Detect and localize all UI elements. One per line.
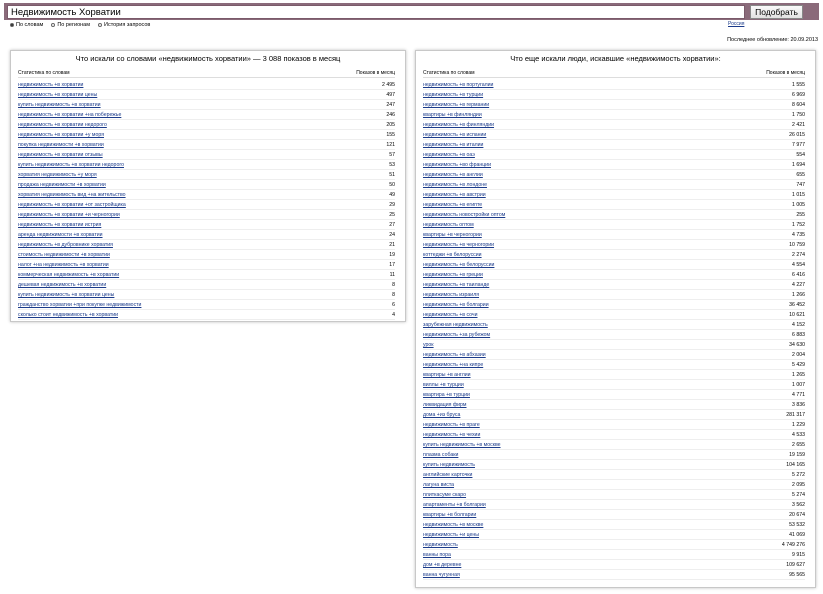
table-row [423,560,805,570]
impressions-count: 10 759 [789,242,805,248]
table-row [18,210,395,220]
column-header-count: Показов в месяц [766,70,805,76]
query-link[interactable]: лагуна виста [423,482,455,488]
query-link[interactable]: недвижимость +в турции [423,92,484,98]
query-link[interactable]: ванна чугунная [423,572,460,578]
impressions-count: 205 [386,122,395,128]
mode-label: По регионам [57,22,91,28]
impressions-count: 19 [389,252,395,258]
impressions-count: 21 [389,242,395,248]
query-link[interactable]: недвижимость новостройки оптом [423,212,506,218]
impressions-count: 51 [389,172,395,178]
mode-regions[interactable] [51,21,90,29]
query-link[interactable]: недвижимость +в испании [423,132,487,138]
query-link[interactable]: недвижимость +в германии [423,102,490,108]
table-row [423,440,805,450]
impressions-count: 2 095 [792,482,805,488]
impressions-count: 4 771 [792,392,805,398]
impressions-count: 3 562 [792,502,805,508]
table-row [18,300,395,310]
query-link[interactable]: недвижимость +в таиланде [423,282,490,288]
table-row [423,230,805,240]
query-link[interactable]: недвижимость +во франции [423,162,491,168]
impressions-count: 6 [392,302,395,308]
table-row [423,150,805,160]
table-row [18,220,395,230]
search-button[interactable]: Подобрать [750,5,803,19]
impressions-count: 554 [796,152,805,158]
query-link[interactable]: недвижимость +в хорватии +у моря [18,132,105,138]
query-link[interactable]: коммерческая недвижимость +в хорватии [18,272,120,278]
query-link[interactable]: налог +на недвижимость +в хорватии [18,262,109,268]
column-header-query: Статистика по словам [18,70,70,76]
query-link[interactable]: недвижимость +в египте [423,202,483,208]
query-link[interactable]: квартира +в турции [423,392,470,398]
impressions-count: 26 015 [789,132,805,138]
impressions-count: 121 [386,142,395,148]
impressions-count: 1 265 [792,372,805,378]
table-row [423,100,805,110]
impressions-count: 4 533 [792,432,805,438]
radio-icon[interactable] [98,23,102,27]
impressions-count: 17 [389,262,395,268]
impressions-count: 5 429 [792,362,805,368]
table-row [423,390,805,400]
table-row [423,250,805,260]
impressions-count: 20 674 [789,512,805,518]
impressions-count: 25 [389,212,395,218]
table-row [423,280,805,290]
impressions-count: 50 [389,182,395,188]
table-row [423,490,805,500]
query-link[interactable]: недвижимость израиля [423,292,480,298]
query-link[interactable]: недвижимость +в англии [423,172,483,178]
impressions-count: 8 [392,292,395,298]
table-row [423,330,805,340]
panel-title: Что еще искали люди, искавшие «недвижимость хорватии»: [510,54,721,63]
query-link[interactable]: квартиры +в болгарии [423,512,477,518]
query-link[interactable]: недвижимость +в хорватии [18,82,84,88]
query-link[interactable]: урок [423,342,434,348]
impressions-count: 36 452 [789,302,805,308]
query-link[interactable]: недвижимость +в чехии [423,432,481,438]
mode-words[interactable] [10,21,43,29]
table-row [423,550,805,560]
table-row [423,310,805,320]
table-row [423,140,805,150]
query-link[interactable]: дома +из брусa [423,412,461,418]
table-row [423,220,805,230]
table-row [18,280,395,290]
table-row [18,260,395,270]
table-row [423,480,805,490]
column-header-query: Статистика по словам [423,70,475,76]
table-header [423,70,805,78]
table-row [423,410,805,420]
impressions-count: 10 621 [789,312,805,318]
impressions-count: 1 694 [792,162,805,168]
impressions-count: 104 165 [786,462,805,468]
table-row [423,120,805,130]
query-link[interactable]: виллы +в турции [423,382,464,388]
query-link[interactable]: купить недвижимость [423,462,475,468]
impressions-count: 19 159 [789,452,805,458]
impressions-count: 255 [796,212,805,218]
impressions-count: 246 [386,112,395,118]
query-link[interactable]: квартиры +в финляндии [423,112,482,118]
search-input[interactable] [7,5,745,19]
table-row [423,190,805,200]
query-link[interactable]: недвижимость +в италии [423,142,484,148]
impressions-count: 2 421 [792,122,805,128]
impressions-count: 49 [389,192,395,198]
table-header [18,70,395,78]
impressions-count: 11 [389,272,395,278]
table-row [423,270,805,280]
query-link[interactable]: покупка недвижимости +в хорватии [18,142,104,148]
query-link[interactable]: недвижимость [423,542,458,548]
mode-label: История запросов [104,22,151,28]
table-row [423,90,805,100]
impressions-count: 4 749 276 [781,542,805,548]
impressions-count: 4 554 [792,262,805,268]
query-link[interactable]: недвижимость +в хорватии +и черногории [18,212,120,218]
impressions-count: 53 [389,162,395,168]
query-link[interactable]: недвижимость оптом [423,222,474,228]
table-row [423,450,805,460]
query-link[interactable]: недвижимость +в абхазии [423,352,486,358]
query-link[interactable]: плазма собаки [423,452,459,458]
query-link[interactable]: недвижимость +в хорватии истрия [18,222,102,228]
impressions-count: 6 969 [792,92,805,98]
mode-history[interactable] [98,21,150,29]
table-row [18,250,395,260]
query-link[interactable]: недвижимость +в оаэ [423,152,475,158]
table-row [18,120,395,130]
search-mode-options [10,21,150,29]
table-row [423,240,805,250]
mode-label: По словам [16,22,44,28]
impressions-count: 2 495 [382,82,395,88]
query-link[interactable]: купить недвижимость +в москве [423,442,501,448]
table-row [18,180,395,190]
query-link[interactable]: квартиры +в черногории [423,232,482,238]
table-row [423,360,805,370]
impressions-count: 1 750 [792,112,805,118]
table-row [18,240,395,250]
table-row [423,290,805,300]
table-row [423,110,805,120]
table-row [18,170,395,180]
impressions-count: 109 627 [786,562,805,568]
table-row [18,150,395,160]
impressions-count: 8 604 [792,102,805,108]
impressions-count: 24 [389,232,395,238]
impressions-count: 9 915 [792,552,805,558]
query-link[interactable]: стоимость недвижимости +в хорватии [18,252,110,258]
table-row [423,180,805,190]
words-table [18,80,395,320]
impressions-count: 1 229 [792,422,805,428]
table-row [423,380,805,390]
impressions-count: 1 752 [792,222,805,228]
query-link[interactable]: недвижимость +в лондоне [423,182,487,188]
panel-title: Что искали со словами «недвижимость хорватии» — 3 088 показов в месяц [75,54,341,63]
impressions-count: 53 532 [789,522,805,528]
related-table [423,80,805,580]
impressions-count: 1 007 [792,382,805,388]
table-row [18,200,395,210]
impressions-count: 1 266 [792,292,805,298]
table-row [423,400,805,410]
query-link[interactable]: недвижимость +за рубежом [423,332,491,338]
table-row [18,230,395,240]
table-row [423,80,805,90]
impressions-count: 4 [392,312,395,318]
impressions-count: 155 [386,132,395,138]
query-link[interactable]: гражданство хорватии +при покупке недвижимости [18,302,142,308]
table-row [423,520,805,530]
impressions-count: 747 [796,182,805,188]
query-link[interactable]: недвижимость +и цены [423,532,480,538]
query-link[interactable]: недвижимость +в белоруссии [423,262,495,268]
table-row [423,260,805,270]
table-row [423,170,805,180]
table-row [18,270,395,280]
query-link[interactable]: недвижимость +в черногории [423,242,495,248]
table-row [423,160,805,170]
table-row [423,340,805,350]
query-link[interactable]: купить недвижимость +в хорватии недорого [18,162,124,168]
region-link[interactable]: Россия [728,21,745,27]
query-link[interactable]: квартиры +в англии [423,372,471,378]
impressions-count: 497 [386,92,395,98]
query-link[interactable]: недвижимость +в сочи [423,312,478,318]
table-row [18,190,395,200]
impressions-count: 7 977 [792,142,805,148]
table-row [18,100,395,110]
query-link[interactable]: недвижимость +в португалии [423,82,494,88]
impressions-count: 3 836 [792,402,805,408]
query-link[interactable]: ликвидация фирм [423,402,467,408]
impressions-count: 4 152 [792,322,805,328]
query-link[interactable]: недвижимость +в праге [423,422,480,428]
impressions-count: 1 015 [792,192,805,198]
table-row [18,160,395,170]
query-link[interactable]: дешевая недвижимость +в хорватии [18,282,107,288]
table-row [423,300,805,310]
query-link[interactable]: недвижимость +на кипре [423,362,484,368]
table-row [423,370,805,380]
impressions-count: 655 [796,172,805,178]
impressions-count: 6 416 [792,272,805,278]
query-link[interactable]: продажа недвижимости +в хорватии [18,182,106,188]
impressions-count: 29 [389,202,395,208]
query-link[interactable]: хорватия недвижимость +у моря [18,172,97,178]
impressions-count: 41 069 [789,532,805,538]
impressions-count: 2 655 [792,442,805,448]
impressions-count: 5 274 [792,492,805,498]
query-link[interactable]: недвижимость +в хорватии недорого [18,122,107,128]
query-link[interactable]: коттеджи +в белоруссии [423,252,482,258]
query-link[interactable]: недвижимость +в дубровнике хорватия [18,242,113,248]
query-link[interactable]: недвижимость +в хорватии +от застройщика [18,202,126,208]
impressions-count: 4 227 [792,282,805,288]
table-row [423,570,805,580]
table-row [423,350,805,360]
table-row [423,510,805,520]
query-link[interactable]: недвижимость +в греции [423,272,483,278]
query-link[interactable]: зарубежная недвижимость [423,322,488,328]
query-link[interactable]: недвижимость +в хорватии +на побережье [18,112,122,118]
table-row [18,310,395,320]
table-row [18,140,395,150]
impressions-count: 5 272 [792,472,805,478]
query-link[interactable]: недвижимость +в финляндии [423,122,495,128]
query-link[interactable]: купить недвижимость +в хорватии цены [18,292,115,298]
query-link[interactable]: апартаменты +в болгарии [423,502,486,508]
query-link[interactable]: английские карточки [423,472,473,478]
table-row [18,130,395,140]
impressions-count: 4 735 [792,232,805,238]
impressions-count: 2 004 [792,352,805,358]
table-row [18,90,395,100]
table-row [423,420,805,430]
related-queries-panel [415,50,816,588]
table-row [423,540,805,550]
table-row [423,460,805,470]
query-link[interactable]: недвижимость +в москве [423,522,484,528]
query-link[interactable]: дом +в деревне [423,562,462,568]
table-row [423,210,805,220]
impressions-count: 6 883 [792,332,805,338]
table-row [423,320,805,330]
impressions-count: 34 630 [789,342,805,348]
table-row [423,470,805,480]
impressions-count: 1 555 [792,82,805,88]
radio-selected-icon[interactable] [10,23,14,27]
table-row [18,110,395,120]
query-link[interactable]: ванны пора [423,552,451,558]
impressions-count: 1 005 [792,202,805,208]
table-row [18,80,395,90]
table-row [423,530,805,540]
table-row [423,200,805,210]
query-link[interactable]: хорватия недвижимость вид +на жительство [18,192,126,198]
table-row [18,290,395,300]
query-link[interactable]: сколько стоит недвижимость +в хорватии [18,312,119,318]
query-link[interactable]: купить недвижимость +в хорватии [18,102,101,108]
query-link[interactable]: недвижимость +в австрии [423,192,486,198]
last-updated: Последнее обновление: 20.09.2013 [727,37,818,43]
column-header-count: Показов в месяц [356,70,395,76]
impressions-count: 8 [392,282,395,288]
impressions-count: 247 [386,102,395,108]
impressions-count: 27 [389,222,395,228]
query-link[interactable]: недвижимость +в болгарии [423,302,489,308]
words-stats-panel [10,50,406,322]
impressions-count: 57 [389,152,395,158]
query-link[interactable]: недвижимость +в хорватии цены [18,92,98,98]
impressions-count: 281 317 [786,412,805,418]
radio-icon[interactable] [51,23,55,27]
table-row [423,500,805,510]
table-row [423,130,805,140]
table-row [423,430,805,440]
query-link[interactable]: аренда недвижимости +в хорватии [18,232,103,238]
query-link[interactable]: недвижимость +в хорватии отзывы [18,152,103,158]
impressions-count: 2 274 [792,252,805,258]
query-link[interactable]: плиткасуме скаро [423,492,467,498]
impressions-count: 95 565 [789,572,805,578]
